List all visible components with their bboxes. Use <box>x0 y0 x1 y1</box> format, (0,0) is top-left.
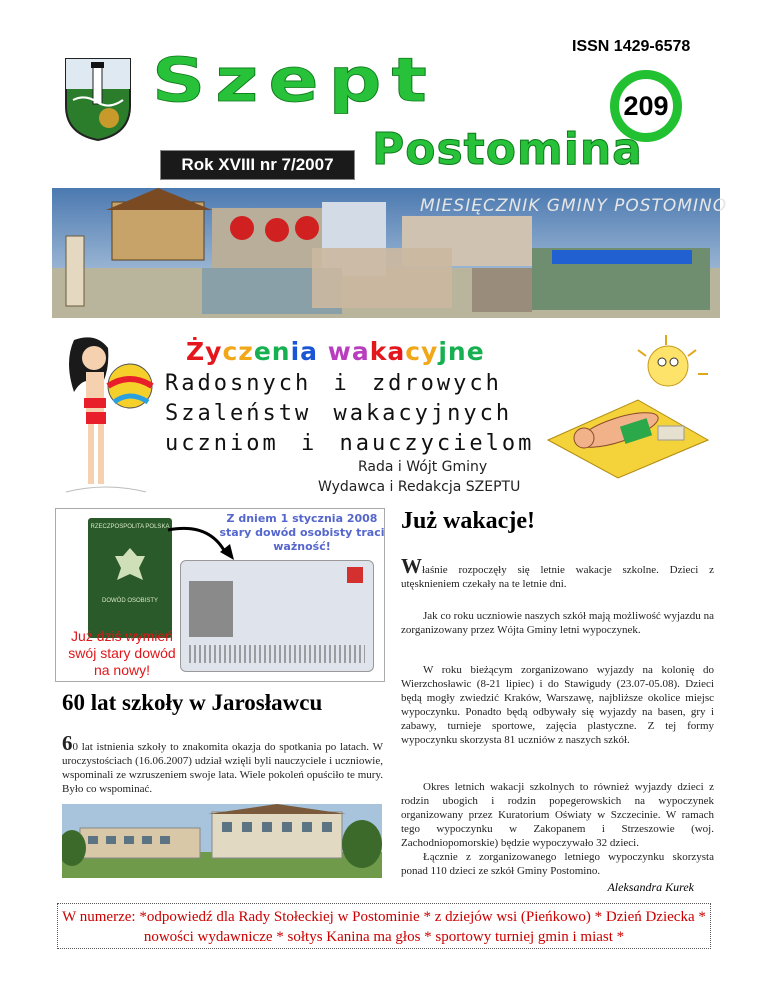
wishes-title-part: Ży <box>186 337 223 366</box>
main-article-p4: Okres letnich wakacji szkolnych to również wyjazdy dzieci z rodzin ubogich i rodzin popegerowskich na wypoczynek organizowany przez Kuratorium Oświaty w Szczecinie. W ramach tego wypoczynku w Zakopanem i Strzeszowie (woj. Zachodniopomorskie) będzie wypoczywało 32 dzieci. <box>401 781 714 849</box>
wishes-title-part: en <box>253 337 291 366</box>
main-article-p3: W roku bieżącym zorganizowano wyjazdy na kolonię do Wierzchosławic (8-21 lipiec) i do Stawigudy (23.07-05.08). Dzieci będą mogły zwiedzić Kraków, Warszawę, najbliższe okolice miejsc wypoczynku. Ponadto będą odbywały się wyjazdy na basen, gry i zabawy, turnieje sportowe, zajęcia plastyczne. Z tej formy wypoczynku skorzysta 81 uczniów z naszych szkół. <box>401 664 714 746</box>
year-issue-label: Rok XVIII nr 7/2007 <box>160 150 355 180</box>
main-article-dropcap: W <box>401 554 422 578</box>
wishes-title-part: jne <box>438 337 485 366</box>
wishes-title-part: cy <box>405 337 439 366</box>
wishes-title-part: ka <box>369 337 406 366</box>
magazine-subtitle: Postomina <box>372 124 643 175</box>
passport-country: RZECZPOSPOLITA POLSKA <box>90 524 170 530</box>
wish-line-3: uczniom i nauczycielom <box>165 431 535 456</box>
magazine-title: Szept <box>152 45 437 116</box>
main-article-p2: Jak co roku uczniowie naszych szkół mają możliwość wyjazdu na zorganizowany przez Wójta Gminy letni wypoczynek. <box>401 610 714 636</box>
wish-line-1: Radosnych i zdrowych <box>165 371 502 396</box>
passport-doc-label: DOWÓD OSOBISTY <box>101 598 158 604</box>
issue-number: 209 <box>623 91 669 121</box>
issn: ISSN 1429-6578 <box>572 38 691 55</box>
wish-line-2: Szaleństw wakacyjnych <box>165 401 513 426</box>
article-author: Aleksandra Kurek <box>607 880 694 894</box>
school-article-text <box>62 731 383 796</box>
girl-with-ball-illustration <box>56 332 156 500</box>
new-id-card-image <box>180 560 374 672</box>
coat-of-arms-icon <box>63 56 133 142</box>
wish-signature-1: Rada i Wójt Gminy <box>358 459 488 475</box>
banner-caption: MIESIĘCZNIK GMINY POSTOMINO <box>420 196 728 216</box>
issue-contents-footer: W numerze: *odpowiedź dla Rady Stołeckiej w Postominie * z dziejów wsi (Pieńkowo) * Dzień Dziecka * nowości wydawnicze * sołtys Kanina ma głos * sportowy turniej gmin i miast * <box>57 903 711 949</box>
school-article-body: 0 lat istnienia szkoły to znakomita okazja do spotkania po latach. W uroczystościach (16.06.2007) udział wzięli byli nauczyciele i uczniowie, wspominali ze wzruszeniem swoje lata. Wiele pokoleń opuściło te mury. Było co wspominać. <box>62 741 383 795</box>
sunbathing-man-illustration <box>538 330 716 480</box>
main-article-p1 <box>401 554 714 591</box>
wishes-title-part: cz <box>222 337 254 366</box>
eagle-emblem-icon <box>113 546 147 586</box>
id-notice-call-to-action: Już dziś wymień swój stary dowód na nowy! <box>68 628 176 678</box>
wishes-title <box>186 337 485 366</box>
id-notice-headline: Z dniem 1 stycznia 2008 stary dowód osobisty traci ważność! <box>219 512 385 553</box>
main-article-p1-text: łaśnie rozpoczęły się letnie wakacje szkolne. Dzieci z utęsknieniem czekały na te letnie dni. <box>401 564 714 590</box>
wishes-title-part: wa <box>327 337 370 366</box>
school-article-title: 60 lat szkoły w Jarosławcu <box>62 690 323 715</box>
school-article-dropcap: 6 <box>62 731 73 755</box>
school-building-photo <box>62 804 382 878</box>
main-article-p5: Łącznie z zorganizowanego letniego wypoczynku skorzysta ponad 110 dzieci ze szkół Gminy Postomino. <box>401 851 714 877</box>
wishes-title-part: ia <box>290 337 328 366</box>
wish-signature-2: Wydawca i Redakcja SZEPTU <box>318 479 521 495</box>
main-article-title: Już wakacje! <box>401 508 535 534</box>
